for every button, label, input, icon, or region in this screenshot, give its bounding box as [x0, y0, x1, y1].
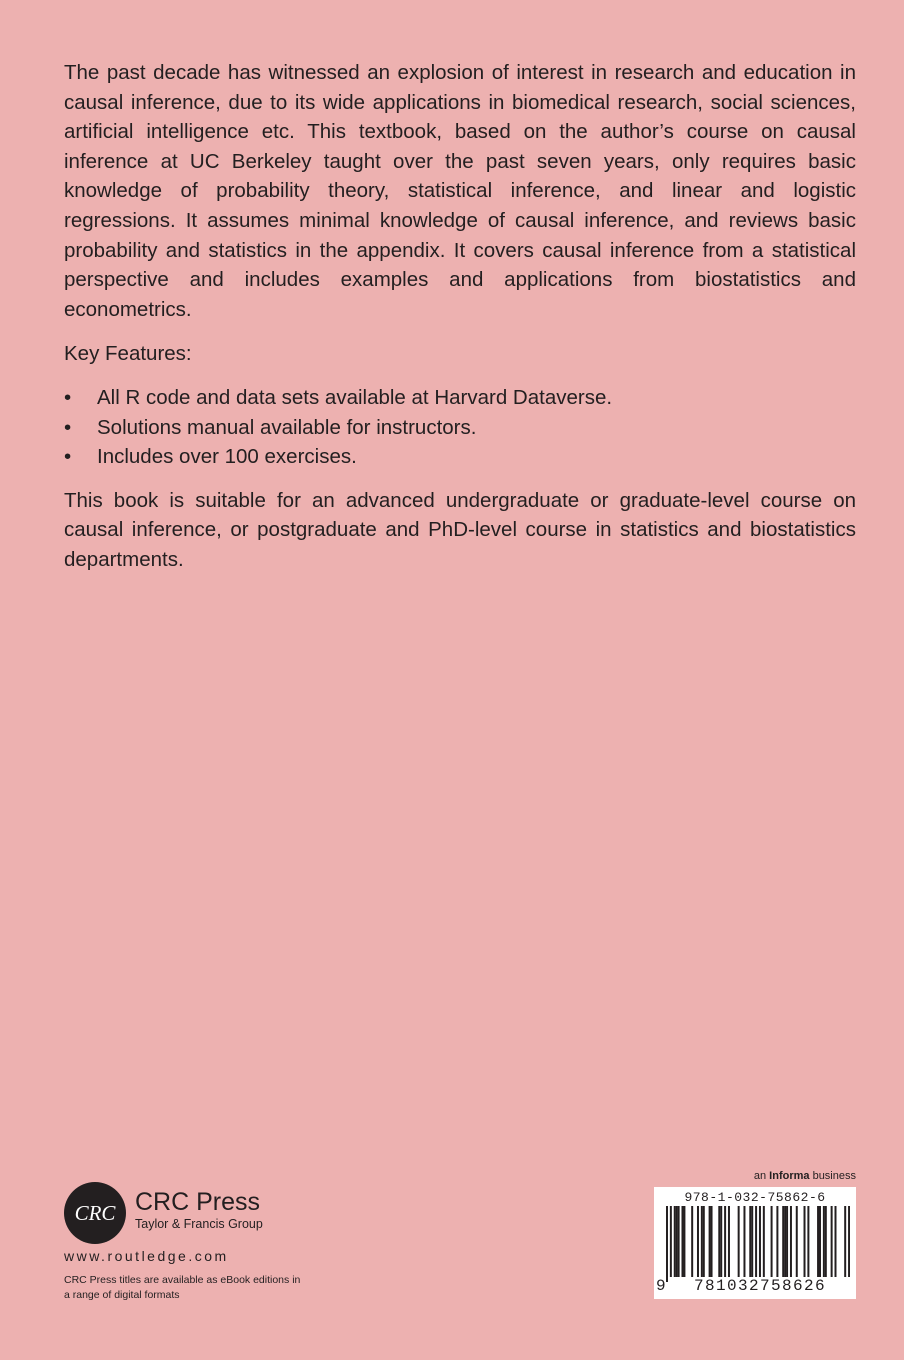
publisher-name: CRC Press	[135, 1188, 261, 1216]
barcode-bar	[676, 1206, 678, 1278]
barcode-bar	[743, 1206, 745, 1278]
logo-text: CRC	[74, 1201, 116, 1225]
barcode-bar	[817, 1206, 819, 1278]
key-features-heading: Key Features:	[64, 342, 192, 366]
publisher-group: Taylor & Francis Group	[135, 1217, 263, 1231]
barcode-bar	[804, 1206, 806, 1278]
barcode-bar	[709, 1206, 711, 1278]
bullet-icon: •	[64, 385, 72, 409]
barcode-bar	[724, 1206, 726, 1278]
barcode-bar	[796, 1206, 798, 1278]
barcode-bar	[728, 1206, 730, 1278]
barcode-bar	[749, 1206, 751, 1278]
barcode-bar	[835, 1206, 837, 1278]
barcode-bar	[782, 1206, 784, 1278]
barcode-bar	[720, 1206, 722, 1278]
barcode-bar	[703, 1206, 705, 1278]
isbn-first-digit: 9	[656, 1277, 666, 1295]
barcode-bar	[670, 1206, 672, 1282]
audience-paragraph: This book is suitable for an advanced undergraduate or graduate-level course on causal inference, or postgraduate and PhD-level course in statistics and biostatistics departments.	[64, 488, 856, 571]
ebook-note: CRC Press titles are available as eBook editions in a range of digital formats	[64, 1274, 301, 1301]
description-paragraph: The past decade has witnessed an explosion of interest in research and education in causal inference, due to its wide applications in biomedical research, social sciences, artificial intelligence etc. This textbook, based on the author’s course on causal inference at UC Berkeley taught over the past seven years, only requires basic knowledge of probability theory, statistical inference, and linear and logistic regressions. It assumes minimal knowledge of causal inference, and reviews basic probability and statistics in the appendix. It covers causal inference from a statistical perspective and includes examples and applications from biostatistics and econometrics.	[64, 61, 856, 321]
isbn-number: 978-1-032-75862-6	[684, 1190, 826, 1205]
barcode-bar	[844, 1206, 846, 1282]
barcode-bar	[848, 1206, 850, 1282]
barcode-bar	[701, 1206, 703, 1278]
barcode-bar	[786, 1206, 788, 1278]
barcode-bar	[674, 1206, 676, 1278]
crc-logo-icon	[64, 1182, 126, 1244]
barcode-bar	[771, 1206, 773, 1278]
barcode-bar	[681, 1206, 683, 1278]
barcode-bar	[784, 1206, 786, 1278]
key-features-list	[64, 383, 856, 472]
feature-text: Includes over 100 exercises.	[97, 445, 357, 469]
feature-item	[64, 413, 856, 443]
barcode-bar	[763, 1206, 765, 1278]
feature-text: Solutions manual available for instructors.	[97, 415, 477, 439]
barcode-bar	[831, 1206, 833, 1278]
feature-item	[64, 442, 856, 472]
feature-item	[64, 383, 856, 413]
feature-text: All R code and data sets available at Harvard Dataverse.	[97, 385, 613, 409]
barcode-bar	[738, 1206, 740, 1278]
informa-brand: Informa	[769, 1170, 810, 1182]
barcode-bar	[819, 1206, 821, 1278]
informa-suffix: business	[809, 1170, 856, 1182]
back-cover-text	[64, 58, 856, 575]
barcode-bar	[823, 1206, 825, 1278]
barcode-bar	[776, 1206, 778, 1278]
barcode-bar	[711, 1206, 713, 1278]
barcode-bar	[683, 1206, 685, 1278]
barcode-bars	[666, 1206, 850, 1282]
barcode-bar	[678, 1206, 680, 1278]
barcode-bar	[759, 1206, 761, 1282]
bullet-icon: •	[64, 415, 72, 439]
isbn-digits: 781032758626	[668, 1277, 852, 1295]
informa-tagline	[754, 1170, 856, 1182]
bullet-icon: •	[64, 445, 72, 469]
barcode-bar	[666, 1206, 668, 1282]
website-link[interactable]: www.routledge.com	[64, 1248, 229, 1264]
barcode-bar	[697, 1206, 699, 1278]
barcode-bar	[825, 1206, 827, 1278]
isbn-barcode	[654, 1187, 856, 1299]
barcode-bar	[755, 1206, 757, 1282]
barcode-bar	[691, 1206, 693, 1278]
barcode-bar	[718, 1206, 720, 1278]
barcode-bar	[790, 1206, 792, 1278]
barcode-bar	[807, 1206, 809, 1278]
barcode-bar	[751, 1206, 753, 1278]
informa-prefix: an	[753, 1170, 770, 1182]
